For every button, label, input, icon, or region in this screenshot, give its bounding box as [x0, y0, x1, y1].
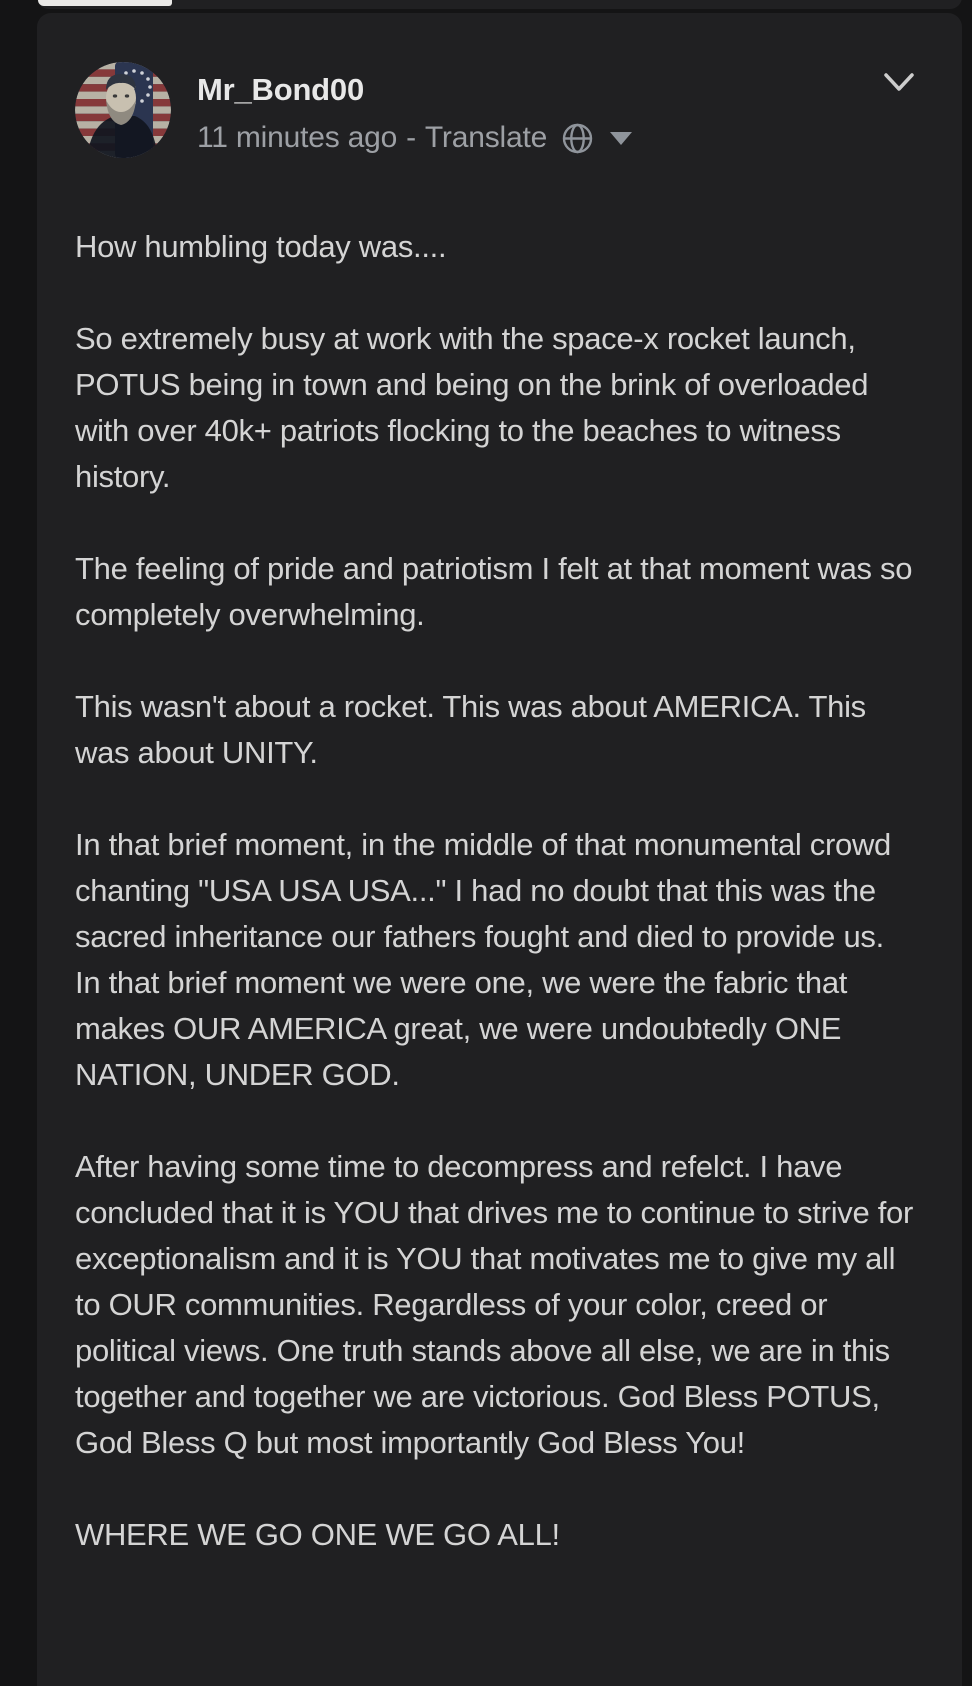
post-paragraph: So extremely busy at work with the space-x rocket launch, POTUS being in town and being on the brink of overloaded with over 40k+ patriots flocking to the beaches to witness history. — [75, 321, 869, 494]
post-paragraph: The feeling of pride and patriotism I felt at that moment was so completely overwhelming. — [75, 551, 913, 632]
post-header-text — [197, 62, 922, 155]
meta-separator: - — [406, 121, 416, 154]
username[interactable]: Mr_Bond00 — [197, 72, 365, 107]
previous-card-bottom — [37, 0, 962, 9]
post-body — [37, 224, 962, 1558]
post-card — [37, 13, 962, 1686]
translate-link[interactable]: Translate — [424, 121, 548, 154]
chevron-down-icon — [883, 72, 915, 94]
globe-icon[interactable] — [561, 122, 594, 155]
post-paragraph: WHERE WE GO ONE WE GO ALL! — [75, 1517, 560, 1552]
timestamp: 11 minutes ago — [197, 121, 398, 154]
previous-card-image-fragment — [38, 0, 172, 6]
caret-down-icon[interactable] — [610, 132, 632, 145]
post-header — [37, 13, 962, 158]
post-paragraph: In that brief moment, in the middle of that monumental crowd chanting "USA USA USA..." I had no doubt that this was the sacred inheritance our fathers fought and died to provide us. In that brief moment we were one, we were the fabric that makes OUR AMERICA great, we were undoubtedly ONE NATION, UNDER GOD. — [75, 827, 891, 1092]
post-paragraph: After having some time to decompress and refelct. I have concluded that it is YOU that drives me to continue to strive for exceptionalism and it is YOU that motivates me to give my all to OUR communities. Regardless of your color, creed or political views. One truth stands above all else, we are in this together and together we are victorious. God Bless POTUS, God Bless Q but most importantly God Bless You! — [75, 1149, 914, 1460]
post-meta-text — [197, 121, 547, 155]
collapse-post-button[interactable] — [883, 72, 915, 94]
post-paragraph: This wasn't about a rocket. This was about AMERICA. This was about UNITY. — [75, 689, 866, 770]
avatar[interactable] — [75, 62, 171, 158]
avatar-american-flag-portrait-image — [75, 62, 171, 158]
post-paragraph: How humbling today was.... — [75, 229, 447, 264]
post-meta-row — [197, 121, 922, 155]
